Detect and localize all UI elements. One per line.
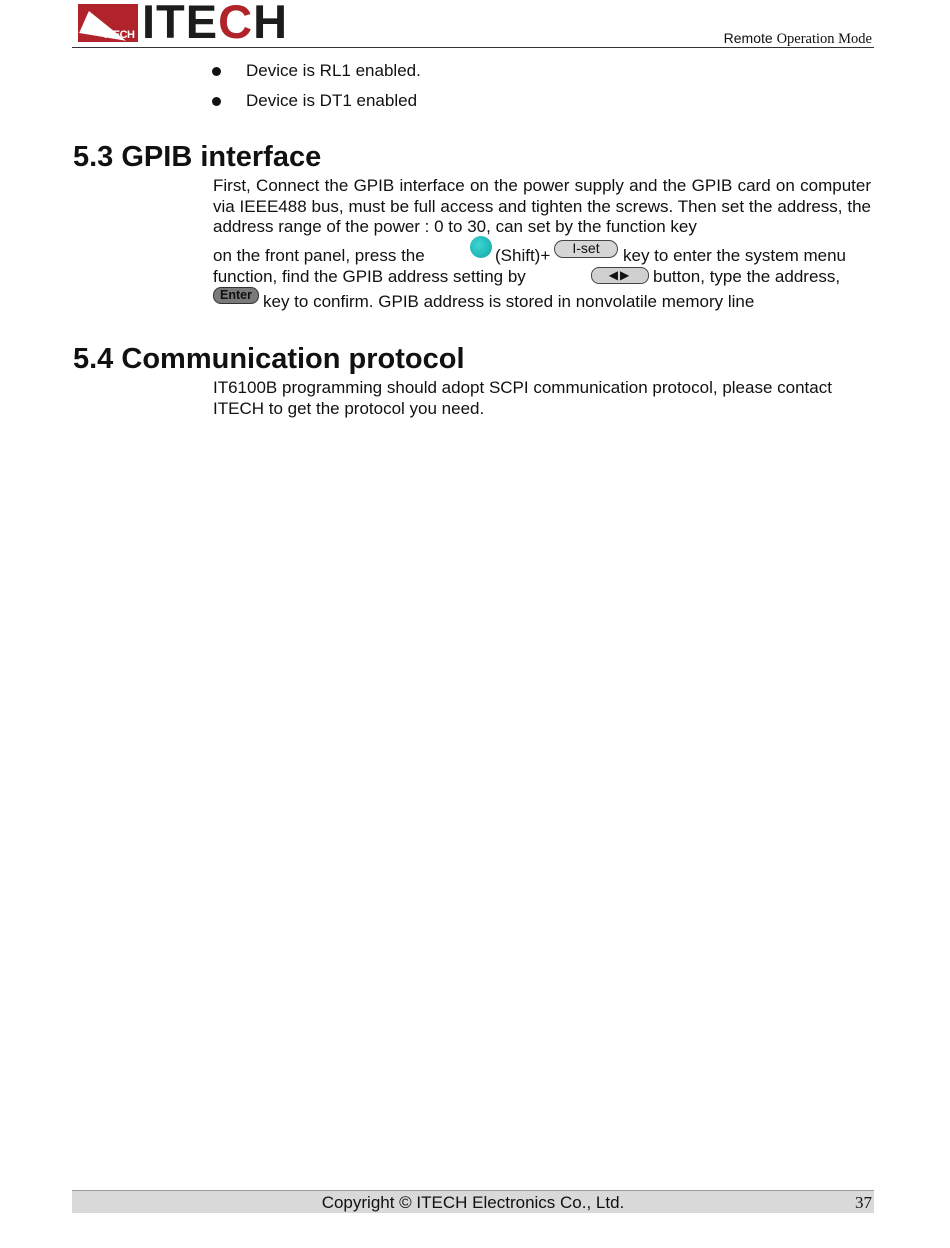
bullet-dot [212,97,221,106]
header-divider [72,47,874,48]
page-number: 37 [855,1193,872,1212]
enter-key-icon: Enter [213,287,259,304]
itech-logo [78,0,294,48]
protocol-paragraph: IT6100B programming should adopt SCPI communication protocol, please contact ITECH to get the protocol you need. [213,378,832,418]
logo-mark-text: ITECH [104,29,135,41]
section-heading-protocol: 5.4 Communication protocol [73,343,465,375]
gpib-paragraph-line: function, find the GPIB address setting by ◀▶ button, type the address, [213,267,841,286]
page-footer [72,1190,874,1213]
bullet-dot [212,67,221,76]
shift-key-icon [470,236,492,258]
gpib-paragraph: First, Connect the GPIB interface on the power supply and the GPIB card on computer via IEEE488 bus, must be full access and tighten the screws. Then set the address, the address range of the power : 0 to 30, can set by the function key [213,176,871,237]
gpib-paragraph-line: Enter key to confirm. GPIB address is stored in nonvolatile memory line [213,292,871,314]
arrow-keys-icon: ◀▶ [591,267,649,284]
logo-wordmark: ITECH [142,0,289,48]
section-heading-gpib: 5.3 GPIB interface [73,141,322,173]
iset-key-icon: I-set [554,240,618,258]
running-header: Remote Operation Mode [723,30,872,47]
gpib-paragraph-line: on the front panel, press the (Shift)+ I-set key to enter the system menu [213,246,871,268]
logo-mark [78,4,138,42]
copyright-text: Copyright © ITECH Electronics Co., Ltd. [321,1193,625,1212]
